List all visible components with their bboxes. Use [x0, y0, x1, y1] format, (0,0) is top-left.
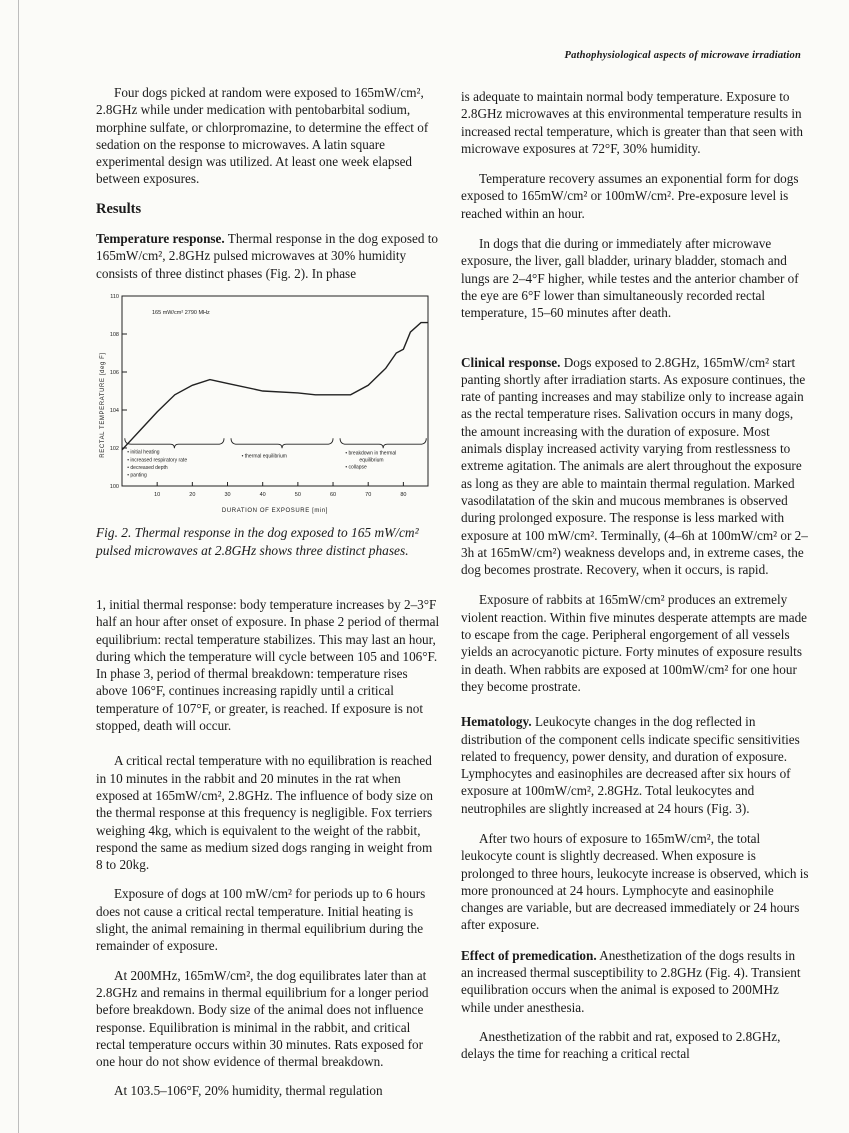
x-tick-label: 80 [400, 491, 407, 498]
chart-title: 165 mW/cm² 2790 MHz [152, 309, 210, 316]
clinical-response-heading: Clinical response. [461, 354, 561, 370]
y-tick-label: 102 [109, 445, 119, 452]
y-tick-label: 104 [109, 407, 119, 414]
phase-1-note: • initial heating [127, 449, 160, 456]
x-tick-label: 70 [365, 491, 372, 498]
left-column [96, 84, 440, 1100]
phase-1-note: • panting [127, 472, 147, 479]
hematology-paragraph [461, 713, 809, 817]
exposure-200mhz-paragraph: At 200MHz, 165mW/cm², the dog equilibrates later than at 2.8GHz and remains in thermal equilibrium for a longer period before breakdown. Body size of the animal does not influence response. Equilibration is minimal in the rabbit, and critical rectal temperature occurs within 30 minutes. Rats exposed for one hour do not show evidence of thermal breakdown. [96, 967, 429, 1070]
y-tick-label: 108 [109, 331, 119, 338]
x-tick-label: 30 [224, 491, 231, 498]
x-tick-label: 60 [329, 491, 337, 498]
phase-2-brace [231, 438, 333, 448]
x-axis-label: DURATION OF EXPOSURE [min] [221, 507, 329, 514]
page-edge-line [18, 0, 19, 1133]
exposure-100-paragraph: Exposure of dogs at 100 mW/cm² for periods up to 6 hours does not cause a critical rectal temperature. Initial heating is slight, the animal remaining in thermal equilibrium during the remainder of exposure. [96, 886, 426, 954]
y-tick-label: 106 [109, 369, 119, 376]
phase-2-note: • thermal equilibrium [241, 453, 287, 460]
premedication-text: Anesthetization of the dogs results in an increased thermal susceptibility to 2.8GHz (Fig. 4). Transient equilibration occurs when the animal is exposed to 200MHz while under anesthesia. [461, 947, 801, 1015]
x-tick-label: 50 [294, 491, 301, 498]
phase-3-note: • breakdown in thermal [345, 450, 397, 457]
running-header: Pathophysiological aspects of microwave irradiation [564, 50, 801, 61]
phase-1-note: • decreased depth [127, 464, 168, 471]
x-tick-label: 10 [154, 491, 161, 498]
body-temperature-paragraph: is adequate to maintain normal body temperature. Exposure to 2.8GHz microwaves at this environmental temperature results in increased rectal temperature, which is greater than that seen with microwave exposures at 72°F, 30% humidity. [461, 89, 803, 156]
y-tick-label: 110 [110, 293, 119, 300]
phase-description-paragraph: 1, initial thermal response: body temperature increases by 2–3°F half an hour after onset of exposure. In phase 2 period of thermal equilibrium: rectal temperature stabilizes. This may last an hour, during which the temperature will cycle between 105 and 106°F. In phase 3, period of thermal breakdown: temperature rises above 106°F, continues increasing rapidly until a critical temperature of 107°F, or greater, is reached. If exposure is not stopped, death will occur. [96, 596, 440, 734]
methods-paragraph: Four dogs picked at random were exposed to 165mW/cm², 2.8GHz while under medication with pentobarbital sodium, morphine sulfate, or chlorpromazine, to determine the effect of sedation on the response to microwaves. A latin square experimental design was utilized. At least one week elapsed between exposures. [96, 85, 429, 187]
critical-temperature-paragraph: A critical rectal temperature with no equilibration is reached in 10 minutes in the rabbit and 20 minutes in the rat when exposed at 165mW/cm², 2.8GHz. The influence of body size on the thermal response at this frequency is negligible. Fox terriers weighing 4kg, which is equivalent to the weight of the rabbit, respond the same as medium sized dogs ranging in weight from 8 to 20kg. [96, 753, 433, 873]
phase-3-brace [340, 438, 426, 448]
figure-2 [92, 288, 440, 516]
rabbits-paragraph: Exposure of rabbits at 165mW/cm² produces an extremely violent reaction. Within five minutes desperate attempts are made to escape from the cage. Peripheral engorgement of all vessels yields an acrocyanotic picture. Forty minutes of exposure results in death. When rabbits are exposed at 100mW/cm² for one hour they become prostrate. [461, 592, 808, 694]
premedication-heading: Effect of premedication. [461, 947, 597, 963]
anesthetization-paragraph: Anesthetization of the rabbit and rat, exposed to 2.8GHz, delays the time for reaching a critical rectal [461, 1028, 781, 1062]
figure-caption: Fig. 2. Thermal response in the dog exposed to 165 mW/cm² pulsed microwaves at 2.8GHz shows three distinct phases. [96, 524, 419, 558]
phase-1-note: • increased respiratory rate [127, 457, 188, 464]
thermal-response-chart [92, 288, 436, 516]
x-tick-label: 40 [259, 491, 266, 498]
leukocyte-paragraph: After two hours of exposure to 165mW/cm², the total leukocyte count is slightly decreased. When exposure is prolonged to three hours, leukocyte increase is observed, which is more pronounced at 24 hours. Lymphocyte and easinophile changes are variable, but are decreased immediately or 24 hours after exposure. [461, 830, 809, 933]
right-column [461, 88, 809, 1063]
phase-1-brace [125, 438, 224, 448]
results-heading: Results [96, 200, 142, 217]
thermal-regulation-paragraph: At 103.5–106°F, 20% humidity, thermal regulation [114, 1083, 383, 1099]
phase-3-note: equilibrium [359, 457, 384, 464]
temperature-response-heading: Temperature response. [96, 231, 225, 247]
temperature-recovery-paragraph: Temperature recovery assumes an exponential form for dogs exposed to 165mW/cm² or 100mW/cm². Pre-exposure level is reached within an hour. [461, 171, 799, 221]
temperature-response-text: Thermal response in the dog exposed to 165mW/cm², 2.8GHz pulsed microwaves at 30% humidity consists of three distinct phases (Fig. 2). In phase [96, 231, 438, 281]
post-mortem-paragraph: In dogs that die during or immediately after microwave exposure, the liver, gall bladder, urinary bladder, stomach and lungs are 2–4°F higher, while testes and the anterior chamber of the eye are 6°F lower than simultaneously recorded rectal temperature, 15–60 minutes after death. [461, 236, 799, 321]
clinical-response-text: Dogs exposed to 2.8GHz, 165mW/cm² start panting shortly after irradiation starts. As exposure continues, the rate of panting increases and may stabilize only to increase again as the rectal temperature rises. Salivation occurs in many dogs, the amount increasing with the duration of exposure. Most animals display increased activity varying from restlessness to extreme agitation. The animals are alert throughout the exposure as long as they are able to maintain thermal regulation. Marked vasodilatation of the skin and mucous membranes is observed during prolonged exposure. The response is less marked with exposure at 100 mW/cm². Terminally, (4–6h at 100mW/cm² or 2–3h at 165mW/cm²) weakness develops and, in extreme cases, the dog becomes prostrate. Recovery, when it occurs, is rapid. [461, 354, 808, 578]
clinical-response-paragraph [461, 354, 809, 579]
hematology-heading: Hematology. [461, 714, 532, 730]
hematology-text: Leukocyte changes in the dog reflected in distribution of the component cells indicate specific sensitivities related to frequency, power density, and duration of exposure. Lymphocytes and easinophiles are decreased after six hours of exposure at 100mW/cm², 2.8GHz. Total leukocytes and neutrophiles are slightly increased at 24 hours (Fig. 3). [461, 714, 800, 816]
y-axis-label: RECTAL TEMPERATURE [deg F] [100, 352, 106, 458]
x-tick-label: 20 [189, 491, 196, 498]
temperature-response-paragraph [96, 230, 440, 282]
premedication-paragraph [461, 947, 809, 1016]
phase-3-note: • collapse [345, 464, 367, 471]
temperature-curve [122, 323, 428, 450]
y-tick-label: 100 [109, 483, 119, 490]
